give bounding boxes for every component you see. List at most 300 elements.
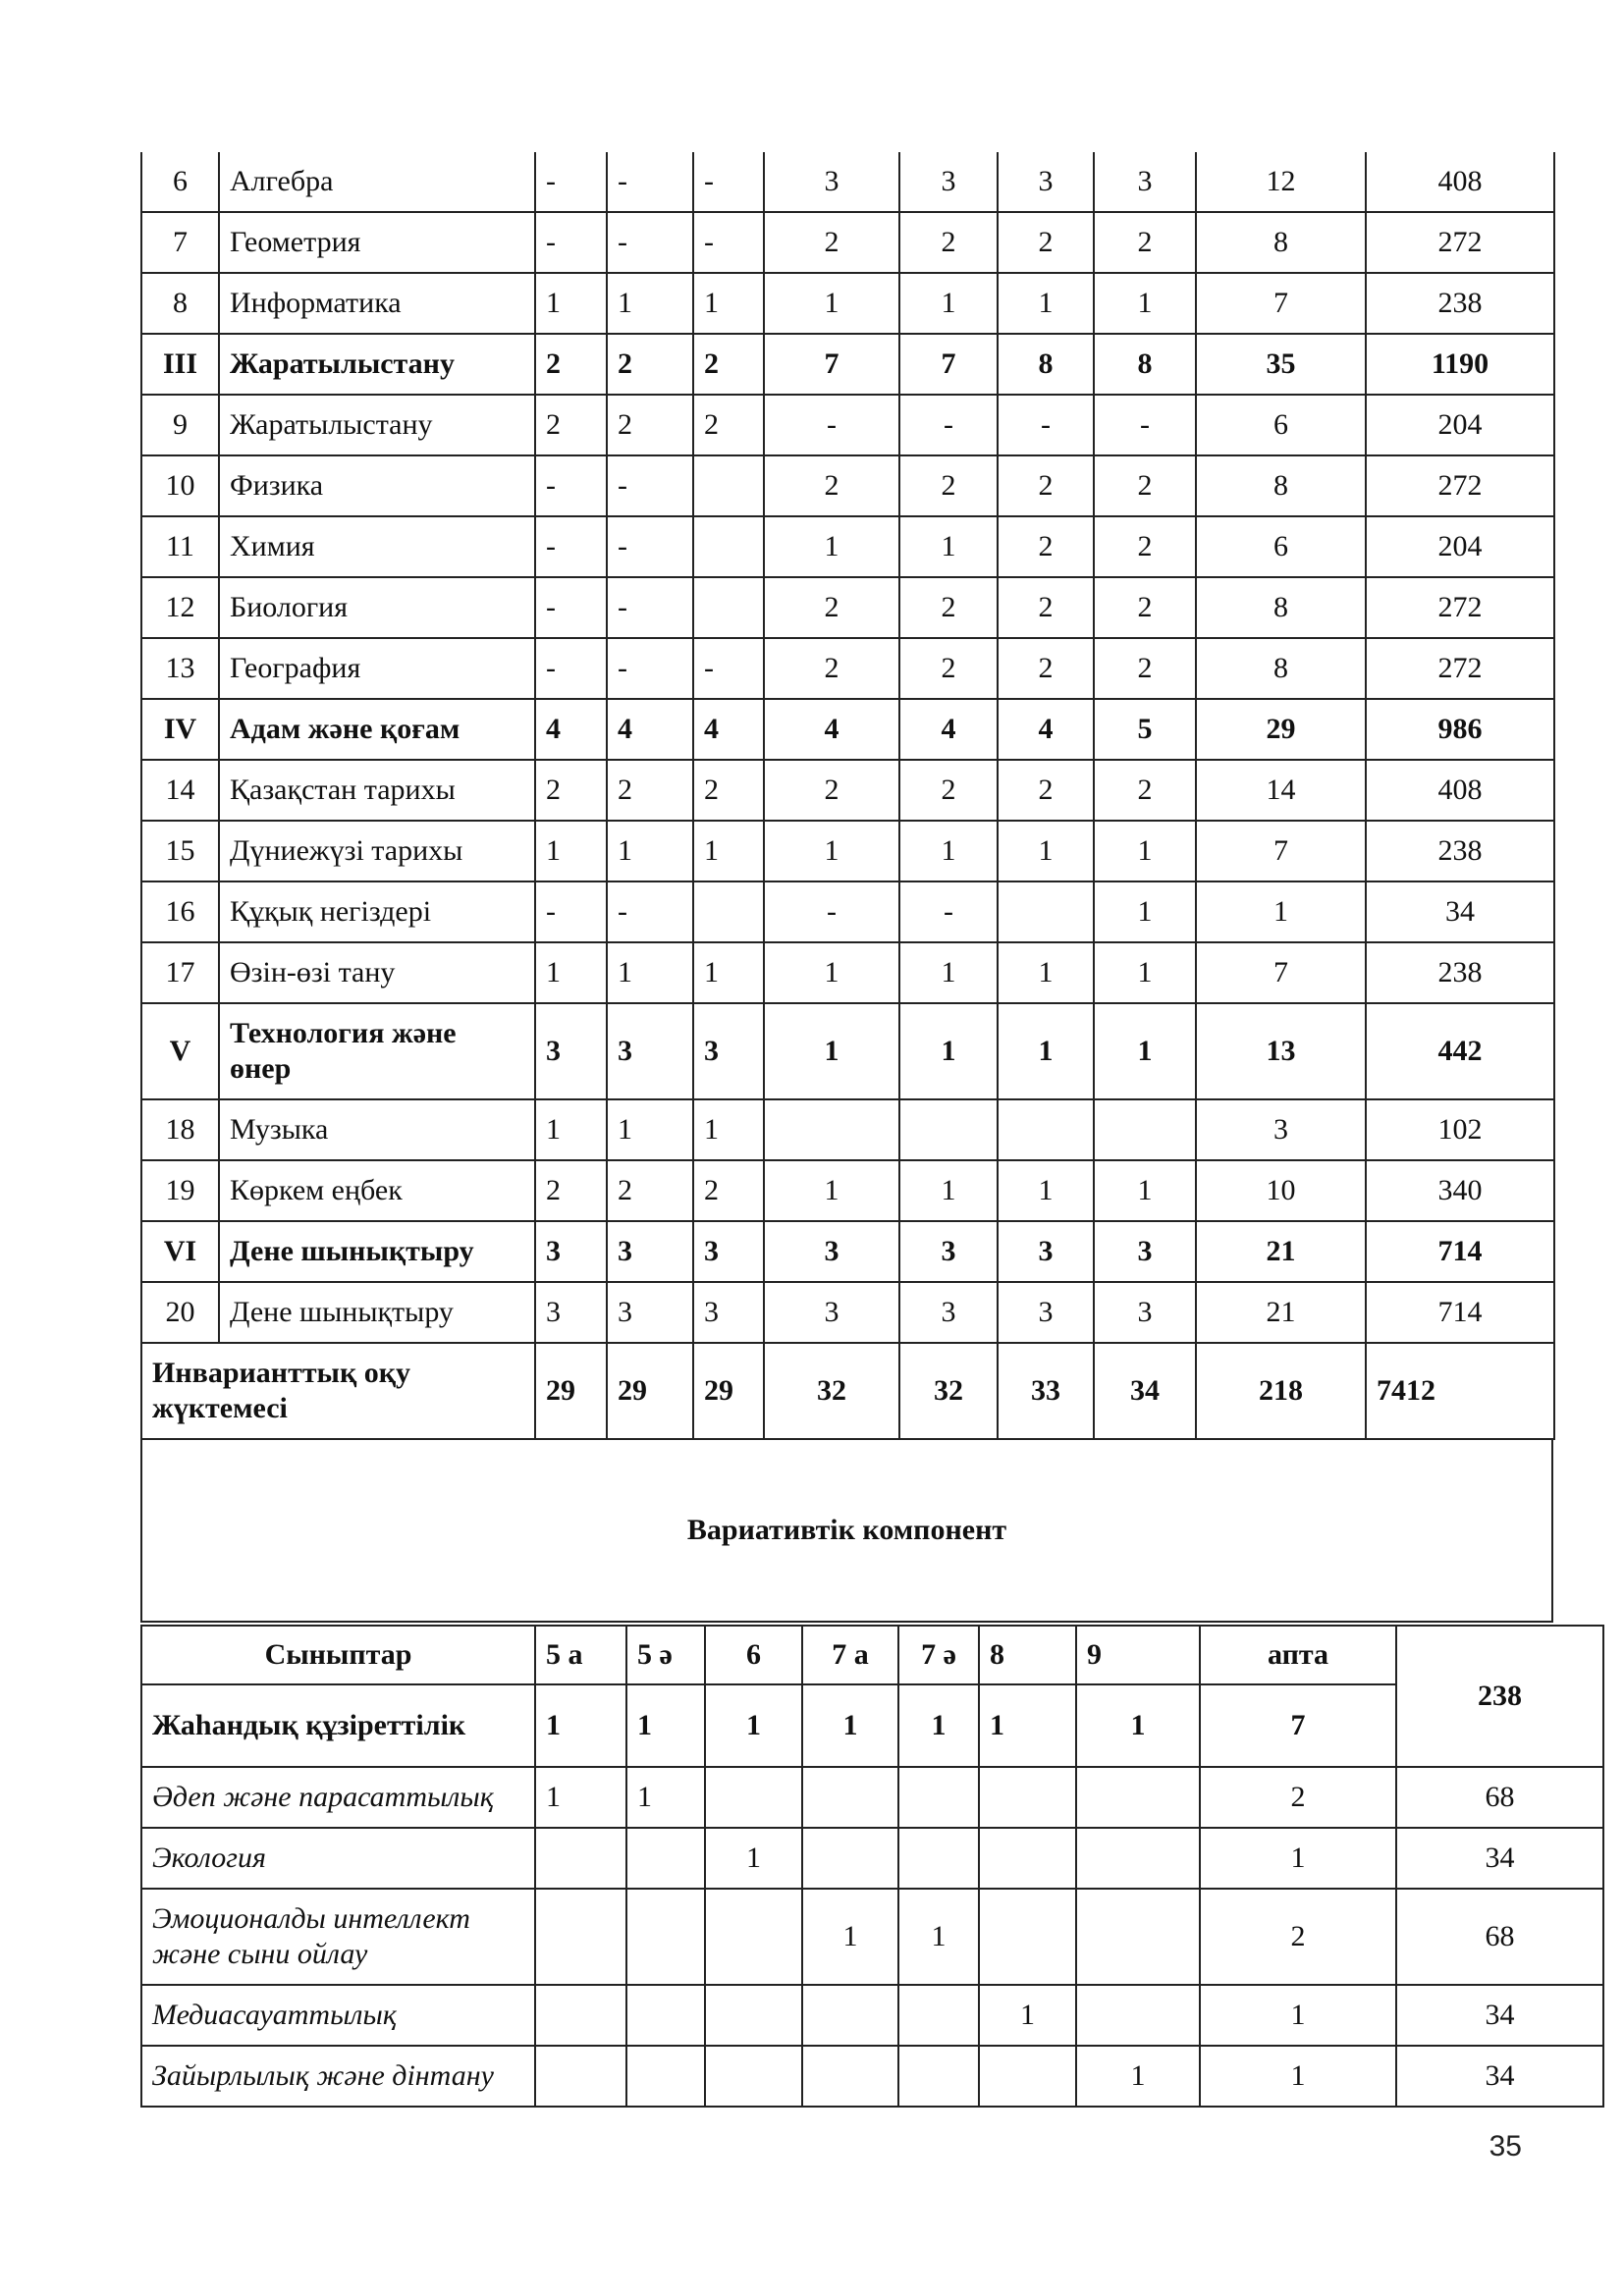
class-hours-cell: [705, 2046, 802, 2107]
grade-hours-cell: 1: [693, 273, 764, 334]
class-hours-cell: 1: [1076, 2046, 1200, 2107]
grade-hours-cell: -: [535, 152, 607, 212]
total-cell: 29: [1196, 699, 1366, 760]
grade-hours-cell: 3: [535, 1221, 607, 1282]
grade-hours-cell: 3: [764, 1282, 899, 1343]
grade-hours-cell: [693, 881, 764, 942]
row-number: 18: [141, 1099, 219, 1160]
subject-row: [141, 1221, 1554, 1282]
grade-hours-cell: [998, 881, 1094, 942]
grade-hours-cell: 2: [998, 760, 1094, 821]
grade-hours-cell: 2: [1094, 516, 1196, 577]
grade-hours-cell: 4: [693, 699, 764, 760]
grade-hours-cell: -: [998, 395, 1094, 455]
total-cell: 12: [1196, 152, 1366, 212]
grade-hours-cell: [693, 577, 764, 638]
subject-row: [141, 942, 1554, 1003]
grade-hours-cell: -: [764, 881, 899, 942]
subject-name: География: [219, 638, 535, 699]
row-number: 20: [141, 1282, 219, 1343]
subject-name: Дүниежүзі тарихы: [219, 821, 535, 881]
variative-header-row: [141, 1626, 1603, 1684]
grade-hours-cell: 7: [899, 334, 998, 395]
grade-hours-cell: 5: [1094, 699, 1196, 760]
variative-subject-name: Экология: [141, 1828, 535, 1889]
grade-hours-cell: 1: [899, 942, 998, 1003]
variative-row: [141, 1828, 1603, 1889]
annual-hours-cell: 272: [1366, 577, 1554, 638]
grade-hours-cell: 3: [764, 152, 899, 212]
annual-hours-cell: 34: [1366, 881, 1554, 942]
grade-hours-cell: 2: [535, 395, 607, 455]
hours-cell: 68: [1396, 1767, 1603, 1828]
grade-hours-cell: -: [693, 212, 764, 273]
grade-hours-cell: 1: [998, 1160, 1094, 1221]
annual-hours-cell: 408: [1366, 760, 1554, 821]
grade-hours-cell: -: [899, 881, 998, 942]
total-cell: 29: [693, 1343, 764, 1439]
total-cell: 8: [1196, 638, 1366, 699]
grade-hours-cell: 3: [693, 1003, 764, 1099]
subject-name: Жаратылыстану: [219, 334, 535, 395]
week-cell: 1: [1200, 2046, 1396, 2107]
total-cell: 6: [1196, 516, 1366, 577]
total-cell: 32: [764, 1343, 899, 1439]
grade-hours-cell: 3: [998, 1221, 1094, 1282]
annual-hours-cell: 408: [1366, 152, 1554, 212]
grade-hours-cell: 8: [998, 334, 1094, 395]
subject-name: Көркем еңбек: [219, 1160, 535, 1221]
subject-row: [141, 516, 1554, 577]
variative-row: [141, 1889, 1603, 1985]
grade-hours-cell: 2: [764, 577, 899, 638]
class-col-header: 8: [979, 1626, 1076, 1684]
total-cell: 29: [535, 1343, 607, 1439]
grade-hours-cell: 2: [998, 212, 1094, 273]
grade-hours-cell: 1: [1094, 821, 1196, 881]
subject-row: [141, 1160, 1554, 1221]
grade-hours-cell: -: [535, 212, 607, 273]
class-hours-cell: [898, 1985, 979, 2046]
variative-banner-table: [140, 1438, 1553, 1623]
row-number: 6: [141, 152, 219, 212]
grade-hours-cell: 3: [899, 1221, 998, 1282]
grade-hours-cell: 1: [764, 1160, 899, 1221]
hours-cell: 34: [1396, 1828, 1603, 1889]
hours-cell: 34: [1396, 1985, 1603, 2046]
annual-hours-cell: 714: [1366, 1221, 1554, 1282]
variative-subject-name: Эмоционалды интеллект және сыни ойлау: [141, 1889, 535, 1985]
class-col-header: 5 ә: [626, 1626, 705, 1684]
grade-hours-cell: 3: [1094, 152, 1196, 212]
grade-hours-cell: 2: [1094, 212, 1196, 273]
invariant-total-label: Инварианттық оқу жүктемесі: [141, 1343, 535, 1439]
grade-hours-cell: 2: [607, 334, 693, 395]
hours-cell: 34: [1396, 2046, 1603, 2107]
page-number: 35: [1489, 2130, 1522, 2163]
annual-hours-cell: 102: [1366, 1099, 1554, 1160]
class-hours-cell: [898, 2046, 979, 2107]
total-cell: 29: [607, 1343, 693, 1439]
class-hours-cell: [802, 1985, 898, 2046]
grade-hours-cell: [693, 455, 764, 516]
grade-hours-cell: 1: [764, 821, 899, 881]
grade-hours-cell: 1: [899, 516, 998, 577]
week-header: апта: [1200, 1626, 1396, 1684]
row-number: 16: [141, 881, 219, 942]
grade-hours-cell: 2: [998, 516, 1094, 577]
grade-hours-cell: 2: [607, 1160, 693, 1221]
grade-hours-cell: 2: [899, 577, 998, 638]
row-number: 11: [141, 516, 219, 577]
grade-hours-cell: 4: [535, 699, 607, 760]
class-hours-cell: [802, 1767, 898, 1828]
grade-hours-cell: -: [607, 212, 693, 273]
subject-name: Адам және қоғам: [219, 699, 535, 760]
annual-hours-cell: 986: [1366, 699, 1554, 760]
annual-hours-cell: 272: [1366, 638, 1554, 699]
grade-hours-cell: 2: [998, 455, 1094, 516]
subject-name: Алгебра: [219, 152, 535, 212]
total-cell: 21: [1196, 1221, 1366, 1282]
annual-hours-cell: 340: [1366, 1160, 1554, 1221]
grade-hours-cell: -: [764, 395, 899, 455]
invariant-table: [140, 152, 1555, 1440]
grade-hours-cell: 1: [607, 273, 693, 334]
subject-name: Дене шынықтыру: [219, 1221, 535, 1282]
variative-row: [141, 1985, 1603, 2046]
subject-row: [141, 455, 1554, 516]
row-number: 7: [141, 212, 219, 273]
grade-hours-cell: 1: [607, 821, 693, 881]
total-hours-cell: 7412: [1366, 1343, 1554, 1439]
class-col-header: 6: [705, 1626, 802, 1684]
subject-row: [141, 212, 1554, 273]
grade-hours-cell: 1: [899, 821, 998, 881]
grade-hours-cell: 1: [764, 1003, 899, 1099]
row-number: 9: [141, 395, 219, 455]
class-hours-cell: 1: [802, 1889, 898, 1985]
grade-hours-cell: 4: [899, 699, 998, 760]
class-hours-cell: [802, 1828, 898, 1889]
subject-name: Дене шынықтыру: [219, 1282, 535, 1343]
grade-hours-cell: 2: [998, 638, 1094, 699]
subject-row: [141, 1099, 1554, 1160]
week-cell: 1: [1200, 1985, 1396, 2046]
row-number: V: [141, 1003, 219, 1099]
subject-name: Қазақстан тарихы: [219, 760, 535, 821]
variative-component-title: Вариативтік компонент: [141, 1439, 1552, 1622]
subject-row: [141, 395, 1554, 455]
grade-hours-cell: 1: [1094, 942, 1196, 1003]
total-cell: 34: [1094, 1343, 1196, 1439]
class-col-header: 7 а: [802, 1626, 898, 1684]
grade-hours-cell: 2: [764, 455, 899, 516]
subject-row: [141, 699, 1554, 760]
grade-hours-cell: 2: [764, 212, 899, 273]
grade-hours-cell: 3: [1094, 1282, 1196, 1343]
grade-hours-cell: 2: [693, 334, 764, 395]
subject-row: [141, 1282, 1554, 1343]
grade-hours-cell: 2: [1094, 577, 1196, 638]
row-number: 15: [141, 821, 219, 881]
total-cell: 21: [1196, 1282, 1366, 1343]
total-cell: 10: [1196, 1160, 1366, 1221]
annual-hours-cell: 1190: [1366, 334, 1554, 395]
grade-hours-cell: 1: [899, 273, 998, 334]
variative-table: [140, 1625, 1604, 2108]
grade-hours-cell: -: [535, 516, 607, 577]
class-hours-cell: [705, 1985, 802, 2046]
class-hours-cell: [802, 2046, 898, 2107]
grade-hours-cell: -: [535, 881, 607, 942]
grade-hours-cell: 1: [1094, 1160, 1196, 1221]
grade-hours-cell: 3: [607, 1282, 693, 1343]
class-hours-cell: 1: [535, 1767, 626, 1828]
cell: 1: [705, 1684, 802, 1767]
week-cell: 2: [1200, 1767, 1396, 1828]
subject-row: [141, 152, 1554, 212]
grade-hours-cell: -: [1094, 395, 1196, 455]
total-cell: 3: [1196, 1099, 1366, 1160]
grade-hours-cell: -: [535, 638, 607, 699]
subject-row: [141, 821, 1554, 881]
class-col-header: 5 а: [535, 1626, 626, 1684]
subject-name: Технология және өнер: [219, 1003, 535, 1099]
grade-hours-cell: 2: [1094, 638, 1196, 699]
grade-hours-cell: 3: [693, 1221, 764, 1282]
grade-hours-cell: 1: [1094, 881, 1196, 942]
subject-name: Химия: [219, 516, 535, 577]
grade-hours-cell: 1: [998, 942, 1094, 1003]
class-hours-cell: [979, 1767, 1076, 1828]
grade-hours-cell: 2: [899, 760, 998, 821]
grade-hours-cell: 3: [693, 1282, 764, 1343]
class-hours-cell: [535, 1828, 626, 1889]
grade-hours-cell: 2: [899, 455, 998, 516]
grade-hours-cell: 3: [998, 1282, 1094, 1343]
class-hours-cell: [979, 1889, 1076, 1985]
class-hours-cell: [1076, 1828, 1200, 1889]
subject-row: [141, 638, 1554, 699]
class-hours-cell: [898, 1828, 979, 1889]
classes-header: Сыныптар: [141, 1626, 535, 1684]
row-number: 8: [141, 273, 219, 334]
grade-hours-cell: 3: [1094, 1221, 1196, 1282]
grade-hours-cell: 3: [607, 1221, 693, 1282]
grade-hours-cell: 1: [764, 273, 899, 334]
total-cell: 14: [1196, 760, 1366, 821]
annual-hours-cell: 442: [1366, 1003, 1554, 1099]
grade-hours-cell: -: [693, 152, 764, 212]
row-number: VI: [141, 1221, 219, 1282]
total-cell: 7: [1196, 821, 1366, 881]
class-col-header: 9: [1076, 1626, 1200, 1684]
grade-hours-cell: 3: [535, 1282, 607, 1343]
grade-hours-cell: 4: [998, 699, 1094, 760]
class-hours-cell: [626, 1889, 705, 1985]
class-hours-cell: 1: [705, 1828, 802, 1889]
grade-hours-cell: 2: [764, 638, 899, 699]
grade-hours-cell: 2: [535, 1160, 607, 1221]
grade-hours-cell: 1: [899, 1160, 998, 1221]
grade-hours-cell: 2: [693, 395, 764, 455]
class-hours-cell: [626, 1985, 705, 2046]
grade-hours-cell: 3: [899, 1282, 998, 1343]
grade-hours-cell: 2: [998, 577, 1094, 638]
grade-hours-cell: 1: [535, 273, 607, 334]
total-cell: 7: [1196, 273, 1366, 334]
subject-name: Биология: [219, 577, 535, 638]
class-hours-cell: [1076, 1889, 1200, 1985]
annual-hours-cell: 238: [1366, 273, 1554, 334]
grade-hours-cell: -: [607, 455, 693, 516]
subject-name: Геометрия: [219, 212, 535, 273]
row-number: 14: [141, 760, 219, 821]
class-col-header: 7 ә: [898, 1626, 979, 1684]
annual-hours-cell: 238: [1366, 821, 1554, 881]
grade-hours-cell: 2: [607, 760, 693, 821]
cell: 1: [802, 1684, 898, 1767]
week-cell: 2: [1200, 1889, 1396, 1985]
total-cell: 7: [1196, 942, 1366, 1003]
total-cell: 218: [1196, 1343, 1366, 1439]
week-cell: 1: [1200, 1828, 1396, 1889]
subject-row: [141, 334, 1554, 395]
grade-hours-cell: 1: [535, 942, 607, 1003]
subject-name: Өзін-өзі тану: [219, 942, 535, 1003]
grade-hours-cell: -: [693, 638, 764, 699]
row-number: III: [141, 334, 219, 395]
grade-hours-cell: 1: [998, 273, 1094, 334]
grade-hours-cell: 1: [535, 1099, 607, 1160]
total-cell: 35: [1196, 334, 1366, 395]
grade-hours-cell: 3: [535, 1003, 607, 1099]
total-cell: 8: [1196, 577, 1366, 638]
total-cell: 1: [1196, 881, 1366, 942]
grade-hours-cell: 1: [764, 942, 899, 1003]
grade-hours-cell: 1: [1094, 1003, 1196, 1099]
grade-hours-cell: 2: [1094, 455, 1196, 516]
grade-hours-cell: 1: [693, 942, 764, 1003]
row-number: 17: [141, 942, 219, 1003]
row-number: IV: [141, 699, 219, 760]
class-hours-cell: [535, 1889, 626, 1985]
variative-hours-total: 238: [1396, 1626, 1603, 1767]
variative-row: [141, 2046, 1603, 2107]
row-number: 12: [141, 577, 219, 638]
subject-row: [141, 273, 1554, 334]
cell: 1: [626, 1684, 705, 1767]
subject-name: Құқық негіздері: [219, 881, 535, 942]
row-number: 10: [141, 455, 219, 516]
grade-hours-cell: -: [535, 577, 607, 638]
class-hours-cell: [979, 2046, 1076, 2107]
grade-hours-cell: 3: [899, 152, 998, 212]
subject-row: [141, 577, 1554, 638]
class-hours-cell: [535, 1985, 626, 2046]
total-cell: 32: [899, 1343, 998, 1439]
grade-hours-cell: [1094, 1099, 1196, 1160]
class-hours-cell: [626, 1828, 705, 1889]
global-competence-label: Жаһандық құзіреттілік: [141, 1684, 535, 1767]
class-hours-cell: [705, 1889, 802, 1985]
grade-hours-cell: -: [607, 152, 693, 212]
variative-subject-name: Медиасауаттылық: [141, 1985, 535, 2046]
grade-hours-cell: 2: [535, 334, 607, 395]
variative-subject-name: Әдеп және парасаттылық: [141, 1767, 535, 1828]
grade-hours-cell: -: [607, 638, 693, 699]
grade-hours-cell: 4: [607, 699, 693, 760]
subject-name: Физика: [219, 455, 535, 516]
total-cell: 8: [1196, 212, 1366, 273]
global-competence-row: [141, 1684, 1603, 1767]
grade-hours-cell: 2: [535, 760, 607, 821]
grade-hours-cell: 2: [693, 1160, 764, 1221]
grade-hours-cell: -: [535, 455, 607, 516]
class-hours-cell: [1076, 1985, 1200, 2046]
annual-hours-cell: 238: [1366, 942, 1554, 1003]
cell: 1: [898, 1684, 979, 1767]
cell: 7: [1200, 1684, 1396, 1767]
cell: 1: [979, 1684, 1076, 1767]
grade-hours-cell: -: [899, 395, 998, 455]
grade-hours-cell: 2: [764, 760, 899, 821]
grade-hours-cell: 1: [535, 821, 607, 881]
cell: 1: [535, 1684, 626, 1767]
row-number: 19: [141, 1160, 219, 1221]
grade-hours-cell: 2: [693, 760, 764, 821]
class-hours-cell: [626, 2046, 705, 2107]
annual-hours-cell: 272: [1366, 455, 1554, 516]
subject-row: [141, 1003, 1554, 1099]
grade-hours-cell: [764, 1099, 899, 1160]
class-hours-cell: [535, 2046, 626, 2107]
annual-hours-cell: 204: [1366, 395, 1554, 455]
class-hours-cell: [979, 1828, 1076, 1889]
class-hours-cell: 1: [979, 1985, 1076, 2046]
annual-hours-cell: 204: [1366, 516, 1554, 577]
grade-hours-cell: 1: [998, 821, 1094, 881]
subject-name: Информатика: [219, 273, 535, 334]
total-cell: 33: [998, 1343, 1094, 1439]
grade-hours-cell: -: [607, 516, 693, 577]
grade-hours-cell: 3: [764, 1221, 899, 1282]
grade-hours-cell: 1: [1094, 273, 1196, 334]
total-cell: 13: [1196, 1003, 1366, 1099]
grade-hours-cell: -: [607, 577, 693, 638]
grade-hours-cell: 1: [764, 516, 899, 577]
subject-row: [141, 760, 1554, 821]
subject-name: Жаратылыстану: [219, 395, 535, 455]
row-number: 13: [141, 638, 219, 699]
grade-hours-cell: 7: [764, 334, 899, 395]
total-cell: 8: [1196, 455, 1366, 516]
grade-hours-cell: 8: [1094, 334, 1196, 395]
grade-hours-cell: 3: [607, 1003, 693, 1099]
grade-hours-cell: 1: [607, 942, 693, 1003]
grade-hours-cell: [899, 1099, 998, 1160]
grade-hours-cell: 1: [899, 1003, 998, 1099]
grade-hours-cell: 1: [693, 821, 764, 881]
grade-hours-cell: 2: [1094, 760, 1196, 821]
class-hours-cell: [705, 1767, 802, 1828]
class-hours-cell: 1: [626, 1767, 705, 1828]
cell: 1: [1076, 1684, 1200, 1767]
variative-subject-name: Зайырлылық және дінтану: [141, 2046, 535, 2107]
class-hours-cell: [1076, 1767, 1200, 1828]
grade-hours-cell: [693, 516, 764, 577]
